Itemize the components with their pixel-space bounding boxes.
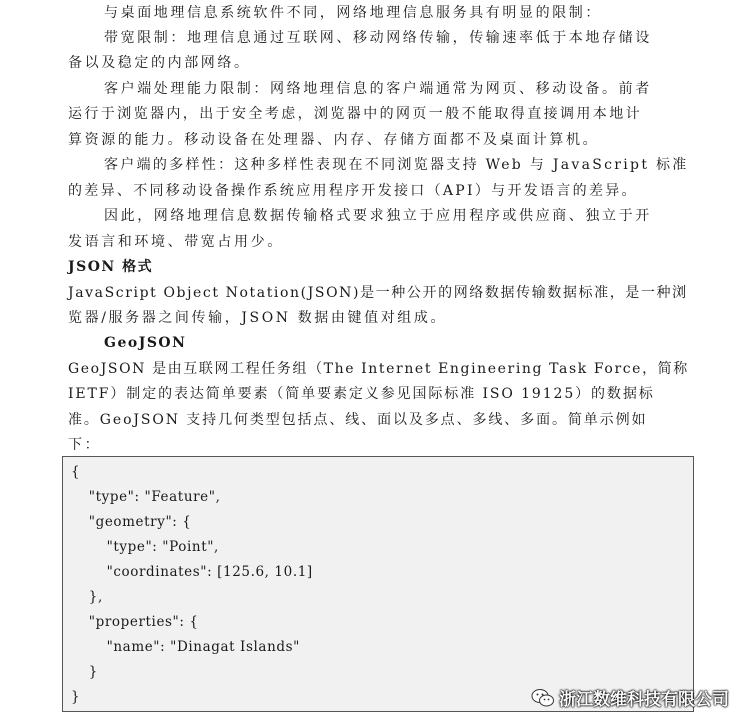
paragraph-line: 客户端的多样性：这种多样性表现在不同浏览器支持 Web 与 JavaScript 标准 [104,157,689,173]
code-line: { [71,464,81,480]
code-line: } [71,689,81,705]
code-line: "type": "Feature", [79,489,221,505]
code-line: }, [79,589,103,605]
section-heading-json: JSON 格式 [68,259,154,275]
code-line: "coordinates": [125.6, 10.1] [87,564,313,580]
paragraph-line: 准。GeoJSON 支持几何类型包括点、线、面以及多点、多线、多面。简单示例如 [68,412,648,428]
wechat-icon [531,688,555,708]
code-line: "type": "Point", [87,539,219,555]
paragraph-line: GeoJSON 是由互联网工程任务组（The Internet Engineering Task Force，简称 [68,361,689,377]
paragraph-line: 览器/服务器之间传输，JSON 数据由键值对组成。 [68,310,448,326]
watermark-text: 浙江数维科技有限公司 [559,690,729,710]
paragraph-line: 客户端处理能力限制：网络地理信息的客户端通常为网页、移动设备。前者 [104,81,652,97]
code-line: "name": "Dinagat Islands" [87,639,300,655]
code-line: } [79,664,98,680]
paragraph-line: 发语言和环境、带宽占用少。 [68,234,284,250]
code-line: "geometry": { [79,514,192,530]
paragraph-line: 因此，网络地理信息数据传输格式要求独立于应用程序或供应商、独立于开 [104,208,652,224]
section-heading-geojson: GeoJSON [104,335,187,351]
paragraph-line: 算资源的能力。移动设备在处理器、内存、存储方面都不及桌面计算机。 [68,132,600,148]
code-line: "properties": { [79,614,199,630]
paragraph-line: 的差异、不同移动设备操作系统应用程序开发接口（API）与开发语言的差异。 [68,183,638,199]
watermark [531,685,729,710]
paragraph-line: IETF）制定的表达简单要素（简单要素定义参见国际标准 ISO 19125）的数据标 [68,386,655,402]
paragraph-line: 带宽限制：地理信息通过互联网、移动网络传输，传输速率低于本地存储设 [104,30,652,46]
paragraph-line: 与桌面地理信息系统软件不同，网络地理信息服务具有明显的限制： [104,5,602,21]
paragraph-line: 运行于浏览器内，出于安全考虑，浏览器中的网页一般不能取得直接调用本地计 [68,106,642,122]
paragraph-line: JavaScript Object Notation(JSON)是一种公开的网络数据传输数据标准，是一种浏 [68,285,688,301]
paragraph-line: 下： [68,437,102,453]
paragraph-line: 备以及稳定的内部网络。 [68,55,251,71]
code-block [62,456,694,712]
